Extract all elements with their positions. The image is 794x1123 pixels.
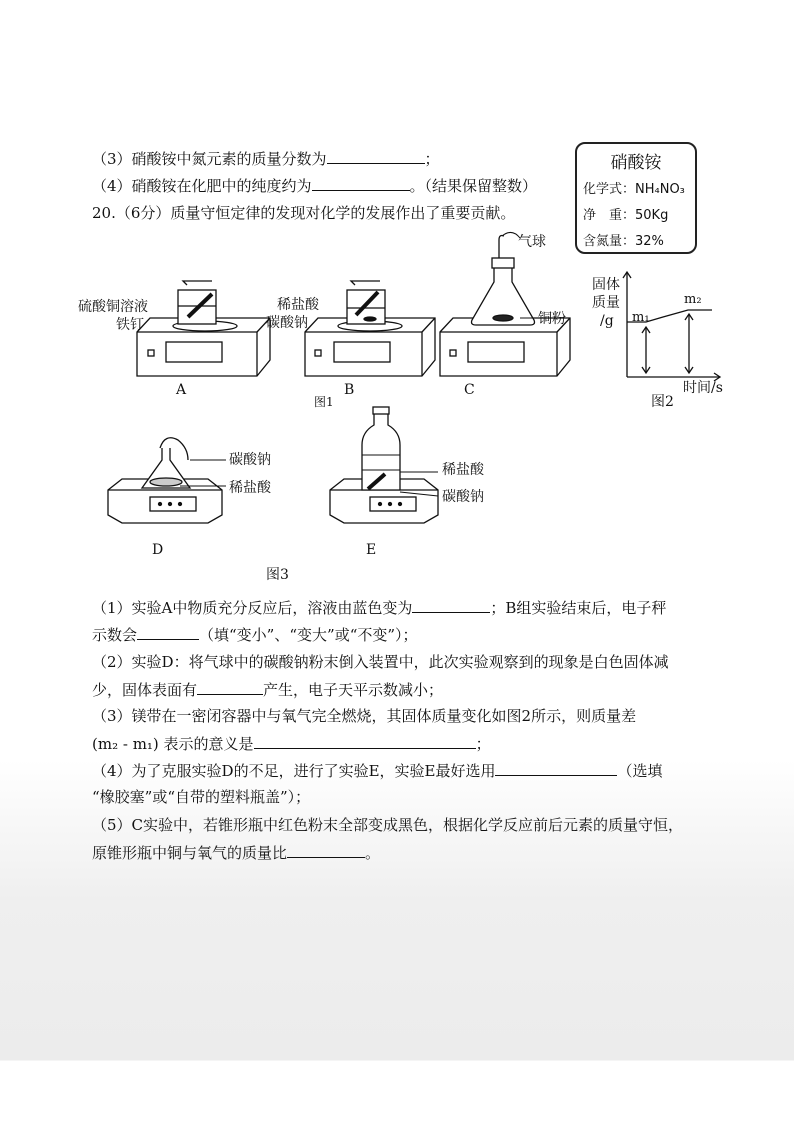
label-iron-nail: 铁钉 [116, 317, 144, 333]
answer-blank[interactable] [287, 842, 365, 858]
q3-text-a: (m₂ - m₁) 表示的意义是 [92, 735, 254, 753]
figure2-caption: 图2 [651, 394, 674, 410]
balance-d [108, 438, 226, 523]
formula-value: NH₄NO₃ [635, 182, 685, 197]
graph-m2-label: m₂ [684, 292, 702, 307]
q19-line4-text: （4）硝酸铵在化肥中的纯度约为 [92, 177, 312, 195]
figure1-caption: 图1 [314, 395, 334, 409]
q20-heading: 20.（6分）质量守恒定律的发现对化学的发展作出了重要贡献。 [92, 204, 516, 222]
q2-line2 [92, 679, 443, 700]
label-copper-sulfate-solution: 硫酸铜溶液 [78, 299, 148, 315]
label-hydrochloric-acid-e: 稀盐酸 [442, 462, 484, 478]
balance-e [330, 407, 438, 523]
experiment-d-letter: D [152, 542, 164, 558]
q2-text-b: 产生，电子天平示数减小； [263, 681, 444, 699]
q4-text-b: （选填 [617, 762, 663, 780]
fertilizer-label-title: 硝酸铵 [610, 153, 662, 173]
q19-line3-end: ； [424, 150, 440, 168]
label-hydrochloric-acid-b: 稀盐酸 [277, 297, 319, 313]
experiment-e-letter: E [366, 542, 377, 558]
q3-text-b: ； [475, 735, 491, 753]
q4-text-a: （4）为了克服实验D的不足，进行了实验E，实验E最好选用 [92, 762, 496, 780]
q2-line1: （2）实验D：将气球中的碳酸钠粉末倒入装置中，此次实验观察到的现象是白色固体减 [92, 653, 669, 671]
experiment-a-letter: A [176, 382, 187, 398]
label-hydrochloric-acid-d: 稀盐酸 [229, 480, 271, 496]
graph-ylabel-2: 质量 [592, 295, 620, 311]
q1-line1 [92, 597, 666, 618]
weight-label: 净 重： [583, 208, 636, 223]
q1-text-c: 示数会 [92, 626, 138, 644]
balance-b [305, 281, 435, 376]
q5-text-a: 原锥形瓶中铜与氧气的质量比 [92, 844, 288, 862]
balance-a [137, 281, 270, 376]
graph-xlabel: 时间/s [683, 380, 723, 396]
q1-text-b: ；B组实验结束后，电子秤 [490, 599, 667, 617]
formula-label: 化学式： [583, 182, 636, 197]
figure3-caption: 图3 [266, 567, 289, 583]
experiment-b-letter: B [344, 382, 355, 398]
q4-line2: “橡胶塞”或“自带的塑料瓶盖”）； [92, 788, 311, 806]
label-sodium-carbonate-e: 碳酸钠 [442, 489, 484, 505]
label-copper-powder: 铜粉 [538, 311, 566, 327]
q4-line1 [92, 760, 663, 781]
label-sodium-carbonate-d: 碳酸钠 [229, 452, 271, 468]
q2-text-a: 少，固体表面有 [92, 681, 198, 699]
q1-text-d: （填“变小”、“变大”或“不变”）； [199, 626, 418, 644]
balance-c [440, 232, 570, 376]
figure2-graph [623, 272, 720, 381]
graph-ylabel-1: 固体 [592, 277, 620, 293]
label-sodium-carbonate-b: 碳酸钠 [266, 315, 308, 331]
q19-line4-end: 。（结果保留整数） [409, 177, 538, 195]
answer-blank[interactable] [254, 733, 476, 749]
nitrogen-value: 32% [635, 234, 664, 249]
q5-line1: （5）C实验中，若锥形瓶中红色粉末全部变成黑色，根据化学反应前后元素的质量守恒， [92, 816, 684, 834]
answer-blank[interactable] [495, 760, 617, 776]
label-balloon: 气球 [518, 234, 546, 250]
q5-line2 [92, 842, 380, 863]
graph-m1-label: m₁ [632, 310, 650, 325]
q5-text-b: 。 [365, 844, 381, 862]
q1-line2 [92, 624, 418, 645]
nitrogen-label: 含氮量： [583, 234, 636, 249]
answer-blank[interactable] [197, 679, 263, 695]
q3-line1: （3）镁带在一密闭容器中与氧气完全燃烧，其固体质量变化如图2所示，则质量差 [92, 707, 637, 725]
answer-blank[interactable] [412, 597, 490, 613]
weight-value: 50Kg [635, 208, 669, 223]
q19-line3-text: （3）硝酸铵中氮元素的质量分数为 [92, 150, 327, 168]
graph-ylabel-3: /g [600, 313, 614, 329]
q1-text-a: （1）实验A中物质充分反应后，溶液由蓝色变为 [92, 599, 413, 617]
experiment-c-letter: C [464, 382, 475, 398]
q3-line2 [92, 733, 491, 754]
answer-blank[interactable] [137, 624, 199, 640]
